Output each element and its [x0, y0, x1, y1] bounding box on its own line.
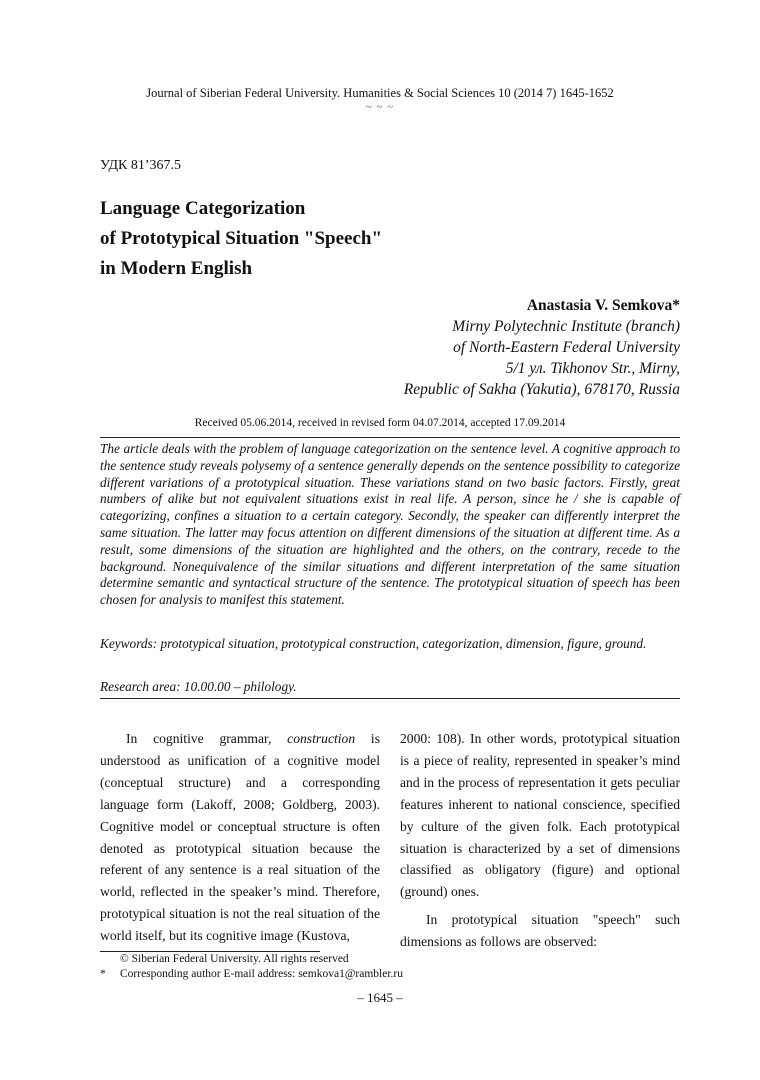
affiliation-line-3: 5/1 ул. Tikhonov Str., Mirny, — [505, 360, 680, 377]
author-name: Anastasia V. Semkova* — [526, 297, 680, 314]
journal-header: Journal of Siberian Federal University. Humanities & Social Sciences 10 (2014 7) 1645-1652 — [146, 86, 614, 100]
article-title — [100, 194, 382, 284]
abstract-top-rule — [100, 437, 680, 438]
paragraph: In prototypical situation "speech" such dimensions as follows are observed: — [400, 912, 680, 950]
research-area: Research area: 10.00.00 – philology. — [100, 679, 297, 694]
title-line-3: in Modern English — [100, 258, 253, 279]
title-line-2: of Prototypical Situation "Speech" — [100, 228, 382, 249]
affiliation-line-1: Mirny Polytechnic Institute (branch) — [452, 318, 680, 335]
affiliation-line-4: Republic of Sakha (Yakutia), 678170, Russia — [403, 381, 680, 398]
received-dates: Received 05.06.2014, received in revised form 04.07.2014, accepted 17.09.2014 — [194, 417, 566, 429]
paragraph-text: In cognitive grammar, — [126, 731, 288, 746]
abstract-bottom-rule — [100, 698, 680, 699]
title-line-1: Language Categorization — [100, 198, 306, 219]
paragraph-text: is understood as unification of a cognitive model (conceptual structure) and a corresponding language form (Lakoff, 2008; Goldberg, 2003). Cognitive model or conceptual structure is often denoted as prototypical situation because the referent of any sentence is a real situation of the world, reflected in the speaker’s mind. Therefore, prototypical situation is not the real situation of the world itself, but its cognitive image (Kustova, — [100, 731, 380, 944]
author-block — [404, 295, 680, 400]
copyright-footnote: © Siberian Federal University. All rights reserved — [120, 953, 349, 965]
page-number: – 1645 – — [357, 990, 403, 1005]
footnote-rule — [100, 951, 320, 952]
udk-code: УДК 81’367.5 — [100, 158, 182, 173]
keywords: Keywords: prototypical situation, prototypical construction, categorization, dimension, figure, ground. — [100, 636, 647, 651]
abstract: The article deals with the problem of language categorization on the sentence level. A cognitive approach to the sentence study reveals polysemy of a sentence generally depends on the sentence possibility to categorize different variations of a prototypical situation. These variations stand on two basic factors. Firstly, great numbers of alike but not equivalent situations exist in real life. A person, since he / she is capable of categorizing, confines a situation to a certain category. Secondly, the speaker can differently interpret the same situation. The latter may focus attention on different dimensions of the situation at different time. As a result, some dimensions of the situation are highlighted and the others, on the contrary, recede to the background. Nonequivalence of the similar situations and different interpretation of the same situation determine semantic and syntactical structure of the sentence. The prototypical situation of speech has been chosen for analysis to manifest this statement. — [100, 441, 680, 608]
emphasis-term: construction — [287, 731, 356, 746]
paragraph: 2000: 108). In other words, prototypical situation is a piece of reality, represented in speaker’s mind and in the process of representation it gets peculiar features inherent to national conscience, specified by culture of the given folk. Each prototypical situation is characterized by a set of dimensions classified as obligatory (figure) and optional (ground) ones. — [400, 731, 680, 900]
corresponding-author-footnote — [100, 968, 403, 980]
footnote-mark: * — [100, 968, 106, 980]
footnote-text: Corresponding author E-mail address: semkova1@rambler.ru — [120, 968, 404, 980]
body-column-right — [400, 728, 680, 953]
body-column-left — [100, 728, 380, 947]
header-ornament: ~ ~ ~ — [365, 101, 395, 113]
paragraph — [100, 728, 380, 947]
affiliation-line-2: of North-Eastern Federal University — [453, 339, 680, 356]
